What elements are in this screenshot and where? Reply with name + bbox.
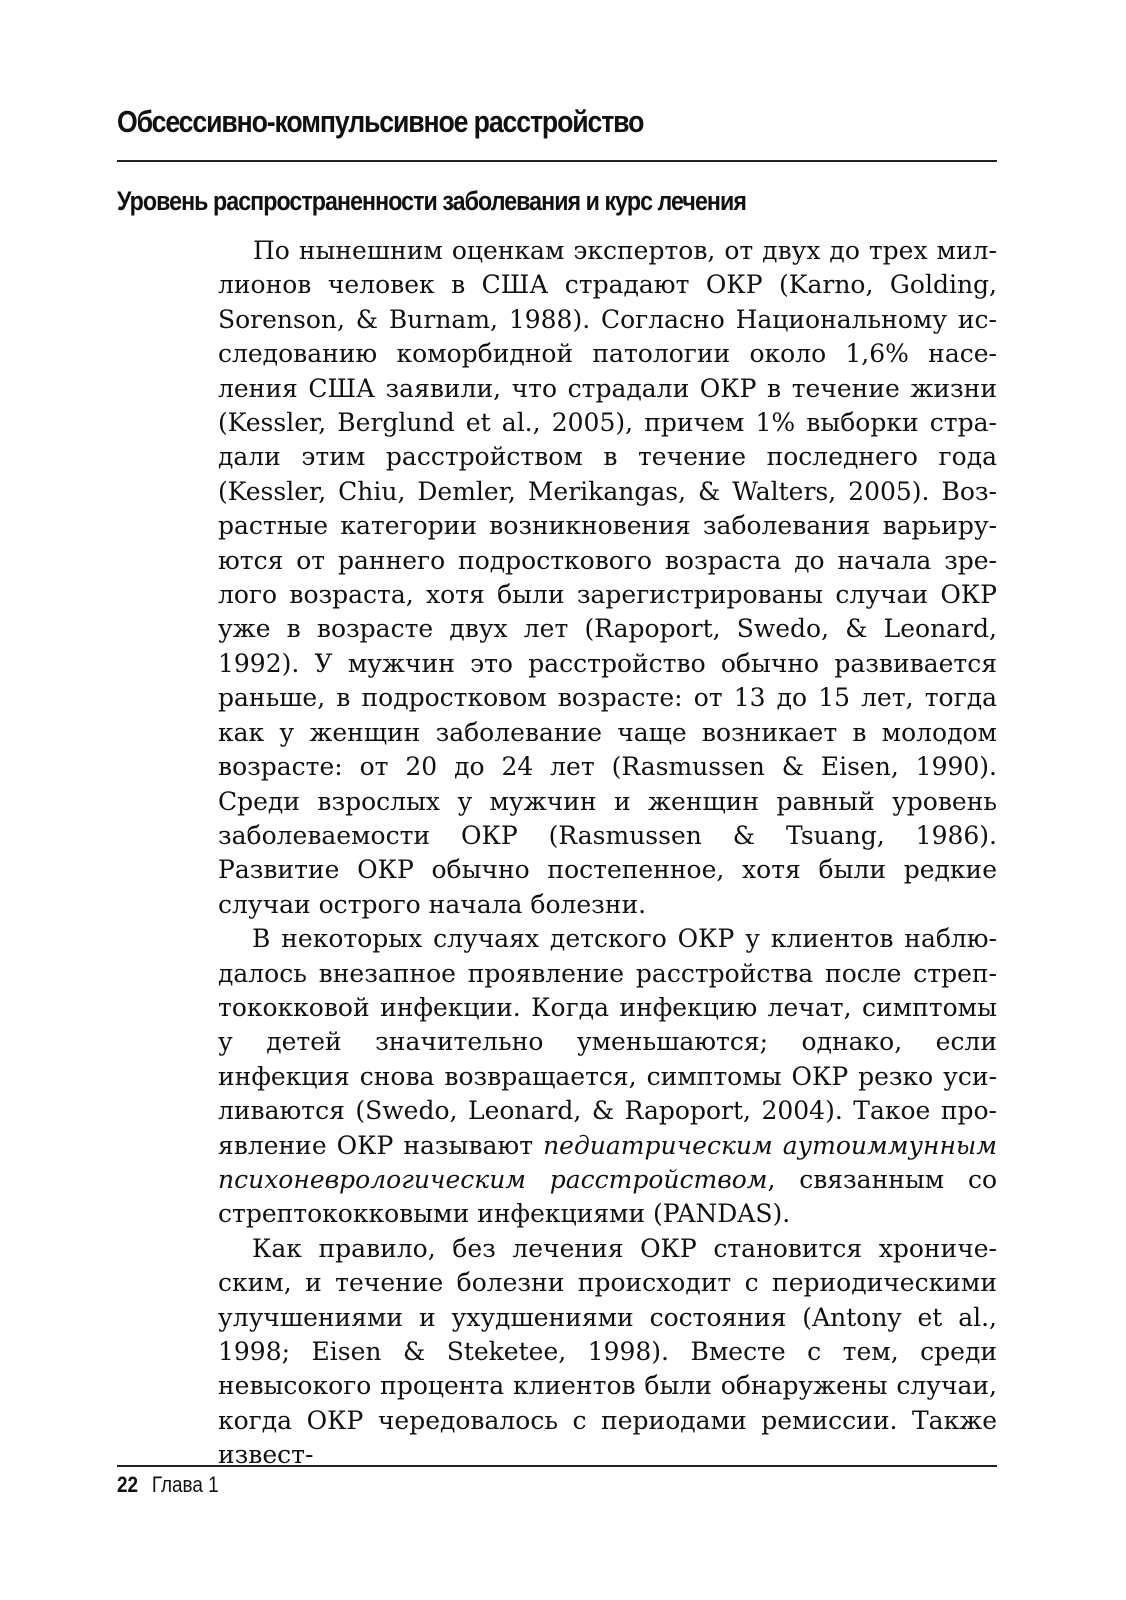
page-number: 22 bbox=[117, 1472, 139, 1497]
header-rule bbox=[117, 160, 997, 162]
paragraph-2-tail: , связанным со стрептококковыми инфекциями (PANDAS). bbox=[218, 1164, 997, 1229]
paragraph-2-emphasis: педиатрическим аутоиммунным психоневрологическим расстройством bbox=[218, 1130, 997, 1194]
body-text bbox=[218, 234, 997, 1473]
paragraph-3: Как правило, без лечения ОКР становится хроническим, и течение болезни происходит с периодическими улучшениями и ухудшениями состояния (Antony et al., 1998; Eisen & Steketee, 1998). Вместе с тем, среди невысокого процента клиентов были обнаружены случаи, когда ОКР чередовалось с периодами ремиссии. Также извест- bbox=[218, 1233, 997, 1470]
paragraph-1: По нынешним оценкам экспертов, от двух до трех миллионов человек в США страдают ОКР (Karno, Golding, Sorenson, & Burnam, 1988). Согласно Национальному исследованию коморбидной патологии около 1,6% населения США заявили, что страдали ОКР в течение жизни (Kessler, Berglund et al., 2005), причем 1% выборки страдали этим расстройством в течение последнего года (Kessler, Chiu, Demler, Merikangas, & Walters, 2005). Возрастные категории возникновения заболевания варьируются от раннего подросткового возраста до начала зрелого возраста, хотя были зарегистрированы случаи ОКР уже в возрасте двух лет (Rapoport, Swedo, & Leonard, 1992). У мужчин это расстройство обычно развивается раньше, в подростковом возрасте: от 13 до 15 лет, тогда как у женщин заболевание чаще возникает в молодом возрасте: от 20 до 24 лет (Rasmussen & Eisen, 1990). Среди взрослых у мужчин и женщин равный уровень заболеваемости ОКР (Rasmussen & Tsuang, 1986). Развитие ОКР обычно постепенное, хотя были редкие случаи острого начала болезни. bbox=[218, 236, 997, 919]
paragraph-2-lead: В некоторых случаях детского ОКР у клиентов наблюдалось внезапное проявление расстройства после стрептококковой инфекции. Когда инфекцию лечат, симптомы у детей значительно уменьшаются; однако, если инфекция снова возвращается, симптомы ОКР резко усиливаются (Swedo, Leonard, & Rapoport, 2004). Такое проявление ОКР называют bbox=[218, 924, 997, 1160]
section-title: Уровень распространенности заболевания и курс лечения bbox=[117, 186, 746, 216]
running-chapter-label: Глава 1 bbox=[151, 1472, 219, 1497]
paragraph-2 bbox=[218, 922, 997, 1232]
page-footer bbox=[117, 1472, 219, 1498]
footer-rule bbox=[117, 1465, 997, 1467]
chapter-title: Обсессивно-компульсивное расстройство bbox=[117, 104, 644, 139]
